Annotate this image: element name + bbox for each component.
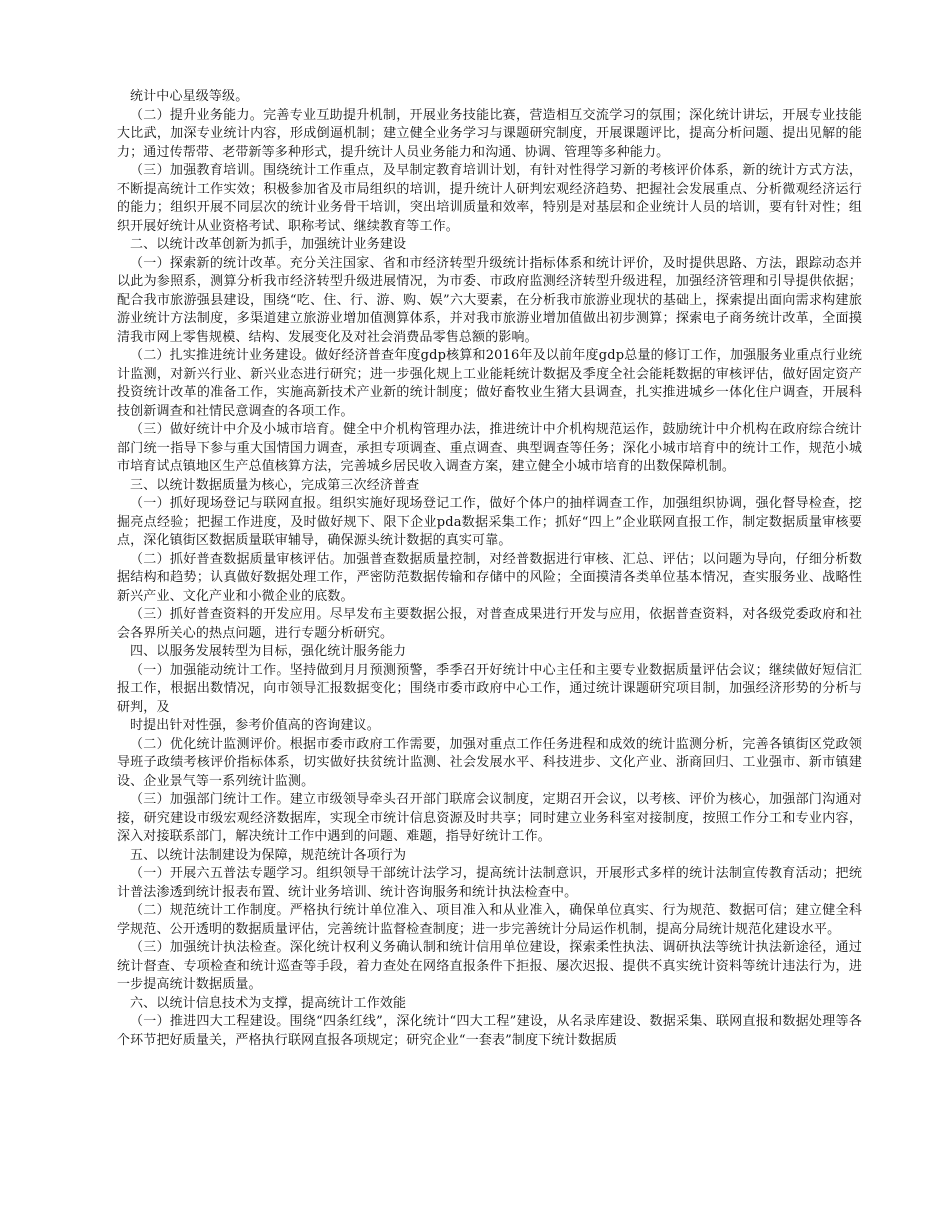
document-body [117,88,862,1050]
paragraph-work-system: （二）规范统计工作制度。严格执行统计单位准入、项目准入和从业准入，确保单位真实、行为规范、数据可信；建立健全科学规范、公开透明的数据质量评估，完善统计监督检查制度；进一步完善统计分局运作机制，提高分局统计规范化建设水平。 [117,903,862,937]
paragraph-statistical-reform: （一）探索新的统计改革。充分关注国家、省和市经济转型升级统计指标体系和统计评价，及时提供思路、方法，跟踪动态并以此为参照系，测算分析我市经济转型升级进展情况，为市委、市政府监测经济转型升级进程，加强经济管理和引导提供依据；配合我市旅游强县建设，围绕“吃、住、行、游、购、娱”六大要素，在分析我市旅游业现状的基础上，探索提出面向需求构建旅游业统计方法制度，多渠道建立旅游业增加值测算体系，并对我市旅游业增加值做出初步测算；探索电子商务统计改革，全面摸清我市网上零售规模、结构、发展变化及对社会消费品零售总额的影响。 [117,255,862,345]
paragraph-law-enforcement: （三）加强统计执法检查。深化统计权利义务确认制和统计信用单位建设，探索柔性执法、调研执法等统计执法新途径，通过统计督查、专项检查和统计巡查等手段，着力查处在网络直报条件下拒报、屡次迟报、提供不真实统计资料等统计违法行为，进一步提高统计数据质量。 [117,940,862,992]
paragraph-continuation: 统计中心星级等级。 [130,89,249,104]
paragraph-proactive-statistics-tail: 时提出针对性强，参考价值高的咨询建议。 [130,718,380,733]
paragraph-proactive-statistics: （一）加强能动统计工作。坚持做到月月预测预警，季季召开好统计中心主任和主要专业数据质量评估会议；继续做好短信汇报工作，根据出数情况，向市领导汇报数据变化；围绕市委市政府中心工作，通过统计课题研究项目制，加强经济形势的分析与研判，及 [117,662,862,715]
paragraph-intermediary-small-city: （三）做好统计中介及小城市培育。健全中介机构管理办法，推进统计中介机构规范运作，鼓励统计中介机构在政府综合统计部门统一指导下参与重大国情国力调查，承担专项调查、重点调查、典型调查等任务；深化小城市培育中的统计工作，规范小城市培育试点镇地区生产总值核算方法，完善城乡居民收入调查方案，建立健全小城市培育的出数保障机制。 [117,422,862,474]
section-heading-3: 三、以统计数据质量为核心，完成第三次经济普查 [130,477,420,493]
paragraph-education-training: （三）加强教育培训。围绕统计工作重点，及早制定教育培训计划，有针对性得学习新的考核评价体系，新的统计方式方法，不断提高统计工作实效；积极参加省及市局组织的培训，提升统计人研判宏观经济趋势、把握社会发展重点、分析微观经济运行的能力；组织开展不同层次的统计业务骨干培训，突出培训质量和效率，特别是对基层和企业统计人员的培训，要有针对性；组织开展好统计从业资格考试、职称考试、继续教育等工作。 [117,163,862,234]
section-heading-4: 四、以服务发展转型为目标，强化统计服务能力 [130,644,407,659]
paragraph-census-data-application: （三）抓好普查资料的开发应用。尽早发布主要数据公报，对普查成果进行开发与应用，依据普查资料，对各级党委政府和社会各界所关心的热点问题，进行专题分析研究。 [117,607,862,641]
paragraph-monitoring-evaluation: （二）优化统计监测评价。根据市委市政府工作需要，加强对重点工作任务进程和成效的统计监测分析，完善各镇街区党政领导班子政绩考核评价指标体系，切实做好扶贫统计监测、社会发展水平、科技进步、文化产业、浙商回归、工业强市、新市镇建设、企业景气等一系列统计监测。 [117,736,862,789]
paragraph-department-statistics: （三）加强部门统计工作。建立市级领导牵头召开部门联席会议制度，定期召开会议，以考核、评价为核心，加强部门沟通对接，研究建设市级宏观经济数据库，实现全市统计信息资源及时共享；同时建立业务科室对接制度，按照工作分工和专业内容，深入对接联系部门，解决统计工作中遇到的问题、难题，指导好统计工作。 [117,792,862,844]
section-heading-2: 二、以统计改革创新为抓手，加强统计业务建设 [130,237,407,252]
section-heading-6: 六、以统计信息技术为支撑，提高统计工作效能 [130,995,407,1011]
section-heading-5: 五、以统计法制建设为保障，规范统计各项行为 [130,847,407,863]
paragraph-law-study: （一）开展六五普法专题学习。组织领导干部统计法学习，提高统计法制意识，开展形式多样的统计法制宣传教育活动；把统计普法渗透到统计报表布置、统计业务培训、统计咨询服务和统计执法检查中。 [117,866,862,900]
paragraph-business-ability: （二）提升业务能力。完善专业互助提升机制，开展业务技能比赛，营造相互交流学习的氛围；深化统计讲坛，开展专业技能大比武，加深专业统计内容，形成倒逼机制；建立健全业务学习与课题研究制度，开展课题评比，提高分析问题、提出见解的能力；通过传帮带、老带新等多种形式，提升统计人员业务能力和沟通、协调、管理等多种能力。 [117,107,862,160]
paragraph-business-construction: （二）扎实推进统计业务建设。做好经济普查年度gdp核算和2016年及以前年度gdp总量的修订工作，加强服务业重点行业统计监测，对新兴行业、新兴业态进行研究；进一步强化规上工业能耗统计数据及季度全社会能耗数据的审核评估，做好固定资产投资统计改革的准备工作，实施高新技术产业新的统计制度；做好畜牧业生猪大县调查，扎实推进城乡一体化住户调查，开展科技创新调查和社情民意调查的各项工作。 [117,348,862,419]
paragraph-data-quality-review: （二）抓好普查数据质量审核评估。加强普查数据质量控制，对经普数据进行审核、汇总、评估；以问题为导向，仔细分析数据结构和趋势；认真做好数据处理工作，严密防范数据传输和存储中的风险；全面摸清各类单位基本情况，查实服务业、战略性新兴产业、文化产业和小微企业的底数。 [117,551,862,604]
paragraph-four-projects: （一）推进四大工程建设。围绕“四条红线”，深化统计“四大工程”建设，从名录库建设、数据采集、联网直报和数据处理等各个环节把好质量关，严格执行联网直报各项规定；研究企业“一套表”制度下统计数据质 [117,1014,862,1048]
paragraph-field-registration: （一）抓好现场登记与联网直报。组织实施好现场登记工作，做好个体户的抽样调查工作，加强组织协调，强化督导检查，挖掘亮点经验；把握工作进度，及时做好规下、限下企业pda数据采集工作；抓好“四上”企业联网直报工作，制定数据质量审核要点，深化镇街区数据质量联审辅导，确保源头统计数据的真实可靠。 [117,496,862,548]
